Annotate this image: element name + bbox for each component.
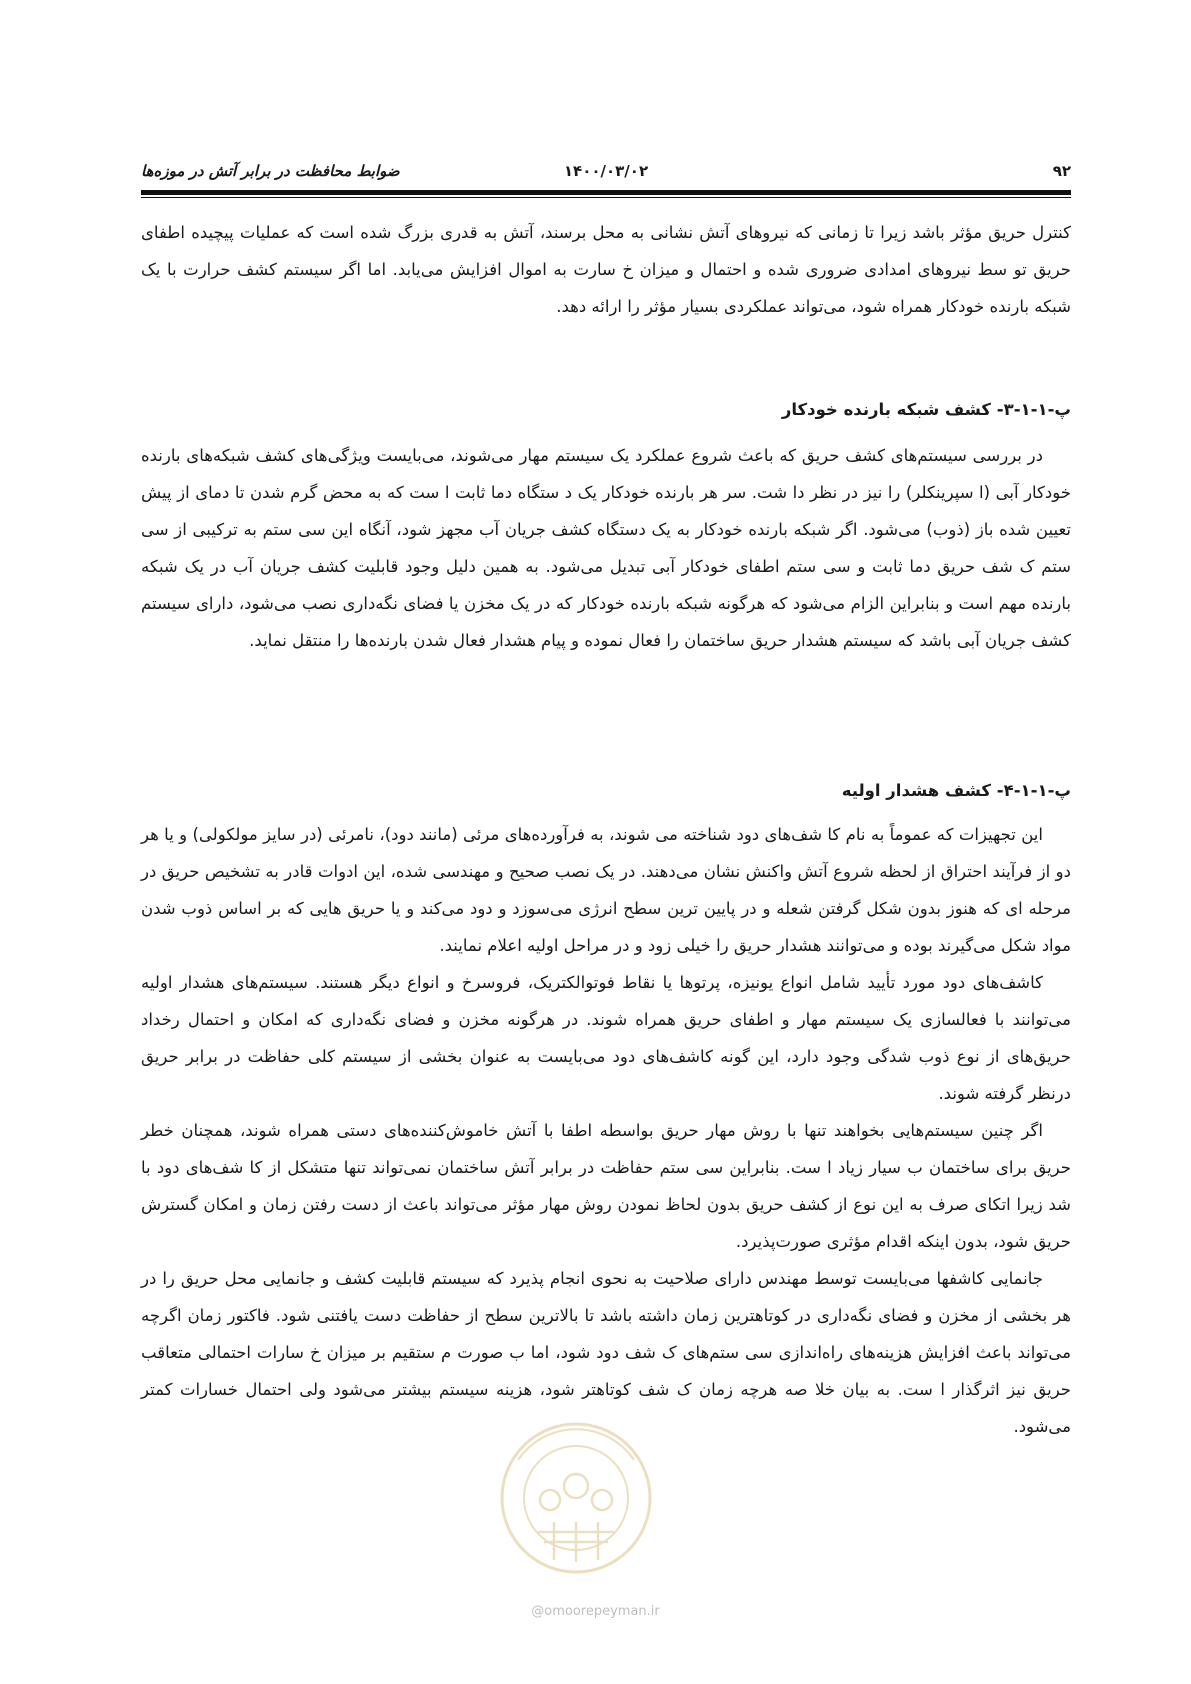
sprinkler-paragraph: در بررسی سیستم‌های کشف حریق که باعث شروع عملکرد یک سیستم مهار می‌شوند، می‌بایست ویژگی‌های کشف شبکه‌های بارنده خودکار آبی (ا سپرینکلر) را نیز در نظر دا شت. سر هر بارنده خودکار یک د ستگاه دما ثابت ا ست که به محض گرم شدن تا دمای از پیش تعیین شده باز (ذوب) می‌شود. اگر شبکه بارنده خودکار به یک دستگاه کشف جریان آب مجهز شود، آنگاه این سی ستم به ترکیبی از سی ستم ک شف حریق دما ثابت و سی ستم اطفای خودکار آبی تبدیل می‌شود. به همین دلیل وجود قابلیت کشف جریان آب در یک شبکه بارنده مهم است و بنابراین الزام می‌شود که هرگونه شبکه بارنده خودکار که در یک مخزن یا فضای نگه‌داری نصب می‌شود، دارای سیستم کشف جریان آبی باشد که سیستم هشدار حریق ساختمان را فعال نموده و پیام هشدار فعال شدن بارنده‌ها را منتقل نماید. xyxy=(141,446,1071,650)
early-warning-paragraph: اگر چنین سیستم‌هایی بخواهند تنها با روش مهار حریق بواسطه اطفا با آتش خاموش‌کننده‌های دستی همراه شوند، همچنان خطر حریق برای ساختمان ب سیار زیاد ا ست. بنابراین سی ستم حفاظت در برابر آتش ساختمان نمی‌تواند تنها متشکل از کا شف‌های دود با شد زیرا اتکای صرف به این نوع از کشف حریق بدون لحاظ نمودن روش مهار مؤثر می‌تواند باعث از دست رفتن زمان و امکان گسترش حریق شود، بدون اینکه اقدام مؤثری صورت‌پذیرد. xyxy=(141,1121,1071,1251)
early-warning-heading-block xyxy=(141,776,1071,806)
section-heading-early-warning: پ-۱-۱-۴- کشف هشدار اولیه xyxy=(841,781,1071,800)
early-warning-paragraph: جانمایی کاشفها می‌بایست توسط مهندس دارای صلاحیت به نحوی انجام پذیرد که سیستم قابلیت کشف و جانمایی محل حریق را در هر بخشی از مخزن و فضای نگه‌داری در کوتاهترین زمان داشته باشد تا بالاترین سطح از حفاظت دست یافتنی شود. فاکتور زمان اگرچه می‌تواند باعث افزایش هزینه‌های راه‌اندازی سی ستم‌های ک شف دود شود، اما ب صورت م ستقیم بر میزان خ سارات احتمالی متعاقب حریق نیز اثرگذار ا ست. به بیان خلا صه هرچه زمان ک شف کوتاهتر شود، هزینه سیستم بیشتر می‌شود ولی احتمال خسارات کمتر می‌شود. xyxy=(141,1269,1071,1436)
header-rule-thin xyxy=(141,197,1071,198)
early-warning-paragraph: کاشف‌های دود مورد تأیید شامل انواع یونیزه، پرتوها یا نقاط فوتوالکتریک، فروسرخ و انواع دیگر هستند. سیستم‌های هشدار اولیه می‌توانند با فعالسازی یک سیستم مهار و اطفای حریق همراه شوند. در هرگونه مخزن و فضای نگه‌داری که امکان و احتمال رخداد حریق‌های از نوع ذوب شدگی وجود دارد، این گونه کاشف‌های دود می‌بایست به عنوان بخشی از سیستم کلی حفاظت در برابر حریق درنظر گرفته شوند. xyxy=(141,973,1071,1103)
early-warning-block xyxy=(141,816,1071,1445)
sprinkler-heading-block xyxy=(141,395,1071,425)
intro-paragraph: کنترل حریق مؤثر باشد زیرا تا زمانی که نیروهای آتش نشانی به محل برسند، آتش به قدری بزرگ شده است که عملیات پیچیده اطفای حریق تو سط نیروهای امدادی ضروری شده و احتمال و میزان خ سارت به اموال افزایش می‌یابد. اما اگر سیستم کشف حرارت با یک شبکه بارنده خودکار همراه شود، می‌تواند عملکردی بسیار مؤثر را ارائه دهد. xyxy=(141,223,1071,316)
running-title: ضوابط محافظت در برابر آتش در موزه‌ها xyxy=(141,162,400,180)
intro-block xyxy=(141,214,1071,325)
header-rule-thick xyxy=(141,190,1071,195)
watermark-seal xyxy=(498,1420,654,1596)
page-header xyxy=(141,162,1071,184)
page-number: ۹۲ xyxy=(1052,162,1071,180)
section-heading-sprinkler: پ-۱-۱-۳- کشف شبکه بارنده خودکار xyxy=(781,400,1071,419)
watermark-url: @omoorepeyman.ir xyxy=(531,1604,660,1619)
sprinkler-block xyxy=(141,437,1071,659)
early-warning-paragraph: این تجهیزات که عموماً به نام کا شف‌های دود شناخته می شوند، به فرآورده‌های مرئی (مانند دود)، نامرئی (در سایز مولکولی) و یا هر دو از فرآیند احتراق از لحظه شروع آتش واکنش نشان می‌دهند. در یک نصب صحیح و مهندسی شده، این ادوات قادر به تشخیص حریق در مرحله ای که هنوز بدون شکل گرفتن شعله و در پایین ترین سطح انرژی می‌سوزد و دود می‌کند و یا حریق هایی که بر اساس ذوب شدن مواد شکل می‌گیرند بوده و می‌توانند هشدار حریق را خیلی زود و در مراحل اولیه اعلام نمایند. xyxy=(141,825,1071,955)
header-date: ۱۴۰۰/۰۳/۰۲ xyxy=(563,162,649,180)
